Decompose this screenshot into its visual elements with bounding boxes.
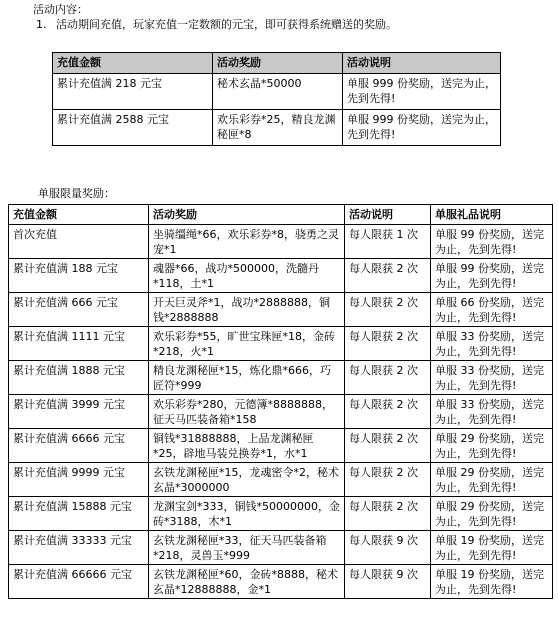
- cell-limit: 每人限获 2 次: [345, 497, 431, 531]
- intro-text: 活动期间充值，玩家充值一定数额的元宝，即可获得系统赠送的奖励。: [56, 18, 397, 31]
- table-row: [9, 565, 553, 599]
- cell-gift-note: 单服 33 份奖励，送完为止，先到先得!: [431, 395, 553, 429]
- cell-amount: 累计充值满 666 元宝: [9, 293, 149, 327]
- cell-limit: 每人限获 2 次: [345, 429, 431, 463]
- cell-reward: 坐骑缰绳*66，欢乐彩券*8，骁勇之灵宠*1: [149, 225, 345, 259]
- cell-limit: 每人限获 9 次: [345, 565, 431, 599]
- cell-reward: 魂器*66，战功*500000，洗髓丹*118，土*1: [149, 259, 345, 293]
- cell-amount: 累计充值满 66666 元宝: [9, 565, 149, 599]
- cell-reward: 欢乐彩券*55，旷世宝珠匣*18，金砖*218，火*1: [149, 327, 345, 361]
- table-header-row: [9, 205, 553, 225]
- cell-reward: 玄铁龙渊秘匣*60，金砖*8888，秘术玄晶*12888888，金*1: [149, 565, 345, 599]
- cell-reward: 铜钱*31888888，上品龙渊秘匣*25，辟地马装兑换券*1，水*1: [149, 429, 345, 463]
- table-row: [53, 110, 501, 146]
- table-row: [9, 361, 553, 395]
- table-header-row: [53, 53, 501, 74]
- cell-amount: 累计充值满 9999 元宝: [9, 463, 149, 497]
- cell-reward: 玄铁龙渊秘匣*33，征天马匹装备箱*218，灵兽玉*999: [149, 531, 345, 565]
- cell-gift-note: 单服 29 份奖励，送完为止，先到先得!: [431, 497, 553, 531]
- cell-amount: 累计充值满 33333 元宝: [9, 531, 149, 565]
- cell-gift-note: 单服 99 份奖励，送完为止，先到先得!: [431, 259, 553, 293]
- header-description: 活动说明: [345, 205, 431, 225]
- cell-limit: 每人限获 2 次: [345, 293, 431, 327]
- section-heading: 活动内容：: [33, 3, 88, 16]
- table-row: [53, 74, 501, 110]
- intro-item: [36, 17, 397, 32]
- cell-gift-note: 单服 99 份奖励，送完为止，先到先得!: [431, 225, 553, 259]
- cell-gift-note: 单服 33 份奖励，送完为止，先到先得!: [431, 327, 553, 361]
- header-reward: 活动奖励: [213, 53, 343, 74]
- cell-amount: 累计充值满 1888 元宝: [9, 361, 149, 395]
- cell-amount: 累计充值满 1111 元宝: [9, 327, 149, 361]
- header-description: 活动说明: [343, 53, 501, 74]
- cell-amount: 累计充值满 3999 元宝: [9, 395, 149, 429]
- cell-reward: 开天巨灵斧*1，战功*2888888，铜钱*2888888: [149, 293, 345, 327]
- section2-title: 单服限量奖励：: [38, 187, 115, 200]
- cell-limit: 每人限获 2 次: [345, 463, 431, 497]
- table-row: [9, 395, 553, 429]
- cell-amount: 累计充值满 15888 元宝: [9, 497, 149, 531]
- recharge-reward-table: [52, 52, 501, 146]
- server-limited-reward-table: [8, 204, 553, 599]
- cell-gift-note: 单服 29 份奖励，送完为止，先到先得!: [431, 463, 553, 497]
- table-row: [9, 463, 553, 497]
- cell-gift-note: 单服 66 份奖励，送完为止，先到先得!: [431, 293, 553, 327]
- cell-amount: 累计充值满 218 元宝: [53, 74, 213, 110]
- cell-amount: 累计充值满 188 元宝: [9, 259, 149, 293]
- cell-gift-note: 单服 29 份奖励，送完为止，先到先得!: [431, 429, 553, 463]
- cell-limit: 每人限获 2 次: [345, 327, 431, 361]
- header-recharge-amount: 充值金额: [53, 53, 213, 74]
- cell-reward: 欢乐彩券*25，精良龙渊秘匣*8: [213, 110, 343, 146]
- cell-limit: 每人限获 2 次: [345, 259, 431, 293]
- table-row: [9, 531, 553, 565]
- cell-reward: 秘术玄晶*50000: [213, 74, 343, 110]
- cell-reward: 精良龙渊秘匣*15，炼化鼎*666，巧匠符*999: [149, 361, 345, 395]
- cell-reward: 玄铁龙渊秘匣*15，龙魂密令*2，秘术玄晶*3000000: [149, 463, 345, 497]
- cell-reward: 欢乐彩券*280，元德簿*8888888，征天马匹装备箱*158: [149, 395, 345, 429]
- cell-gift-note: 单服 33 份奖励，送完为止，先到先得!: [431, 361, 553, 395]
- table-row: [9, 259, 553, 293]
- cell-amount: 首次充值: [9, 225, 149, 259]
- cell-limit: 每人限获 9 次: [345, 531, 431, 565]
- cell-amount: 累计充值满 2588 元宝: [53, 110, 213, 146]
- intro-number: 1.: [36, 18, 47, 31]
- header-reward: 活动奖励: [149, 205, 345, 225]
- cell-note: 单服 999 份奖励，送完为止，先到先得!: [343, 110, 501, 146]
- cell-limit: 每人限获 1 次: [345, 225, 431, 259]
- table-row: [9, 429, 553, 463]
- table-row: [9, 327, 553, 361]
- cell-limit: 每人限获 2 次: [345, 361, 431, 395]
- cell-gift-note: 单服 19 份奖励，送完为止，先到先得!: [431, 565, 553, 599]
- cell-amount: 累计充值满 6666 元宝: [9, 429, 149, 463]
- header-gift-note: 单服礼品说明: [431, 205, 553, 225]
- cell-limit: 每人限获 2 次: [345, 395, 431, 429]
- cell-reward: 龙渊宝剑*333，铜钱*50000000，金砖*3188，木*1: [149, 497, 345, 531]
- table-row: [9, 225, 553, 259]
- cell-gift-note: 单服 19 份奖励，送完为止，先到先得!: [431, 531, 553, 565]
- header-recharge-amount: 充值金额: [9, 205, 149, 225]
- cell-note: 单服 999 份奖励，送完为止，先到先得!: [343, 74, 501, 110]
- table-row: [9, 497, 553, 531]
- table-row: [9, 293, 553, 327]
